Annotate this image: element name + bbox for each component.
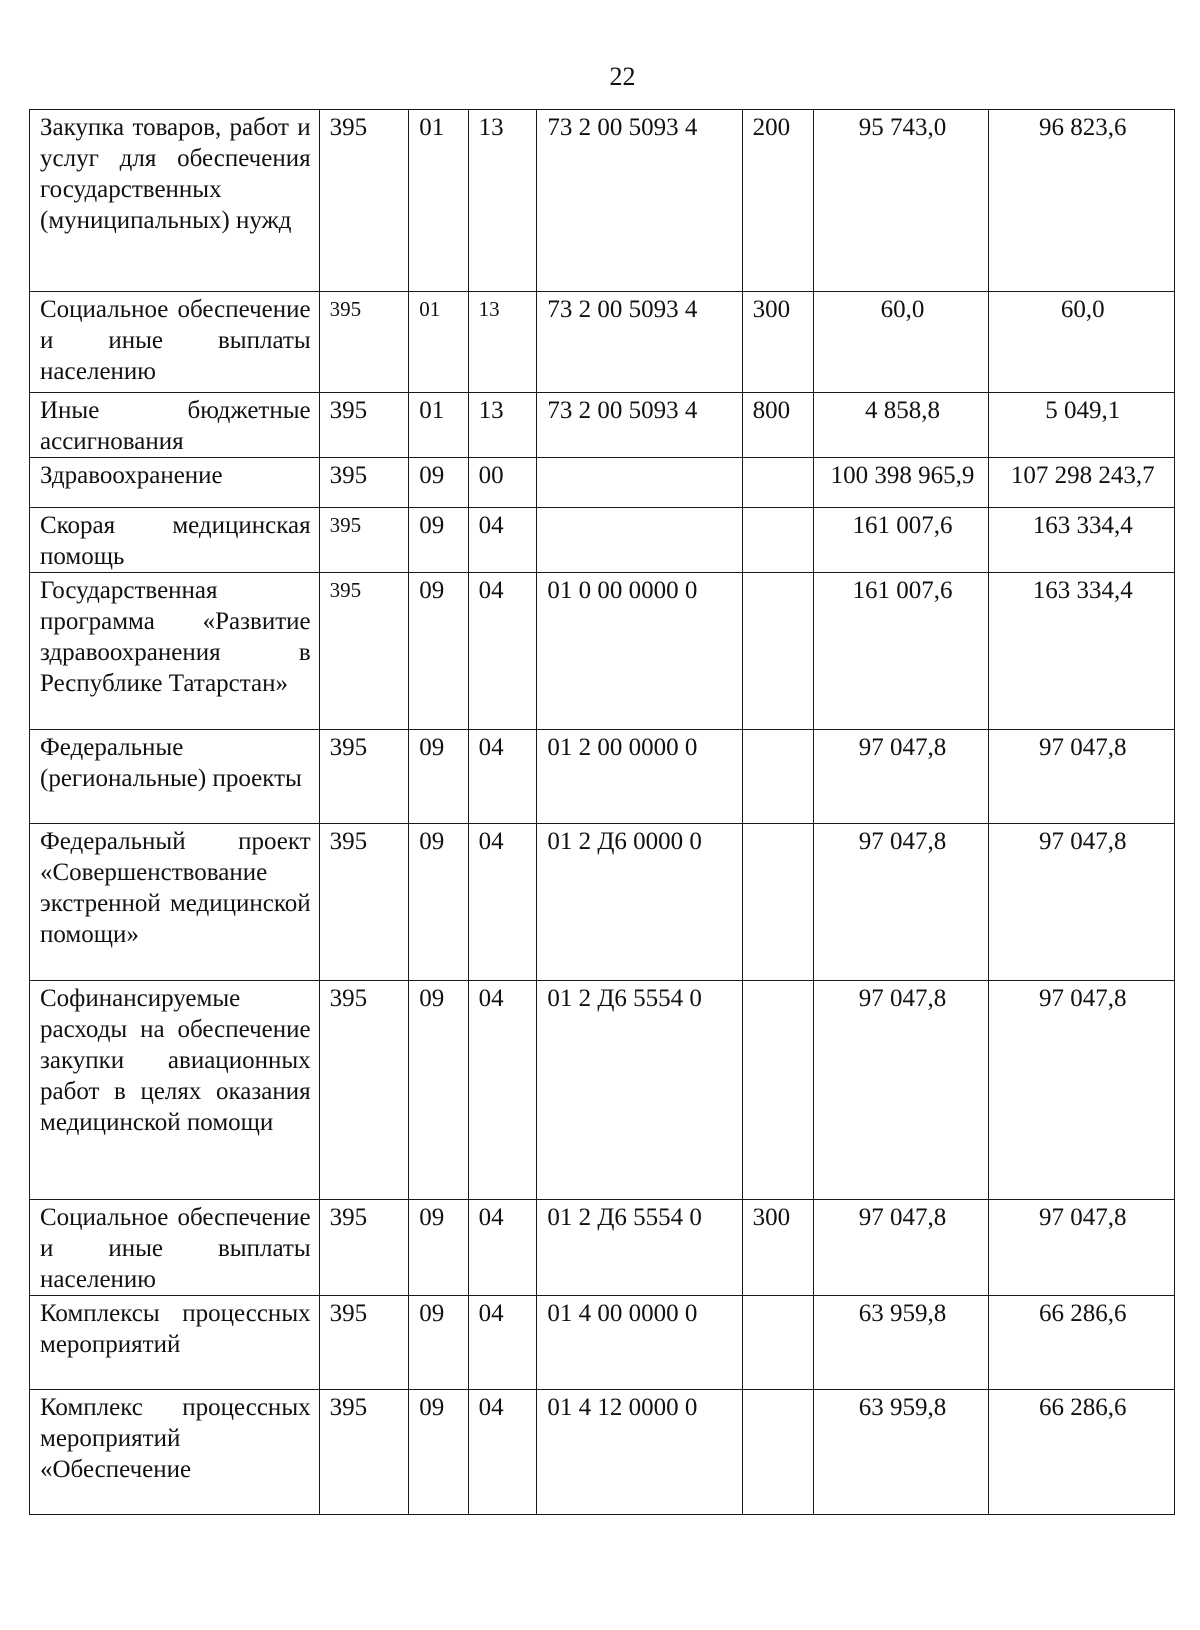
ministry-code: 395 — [319, 981, 409, 1200]
table-row — [30, 458, 1175, 508]
ministry-code: 395 — [319, 458, 409, 508]
expense-type-code — [742, 824, 814, 981]
expense-type-code: 200 — [742, 110, 814, 292]
target-code: 01 0 00 0000 0 — [537, 573, 742, 730]
section-code: 09 — [409, 1200, 468, 1296]
row-name: Закупка товаров, работ и услуг для обеспечения государственных (муниципальных) нужд — [30, 110, 320, 292]
section-code: 09 — [409, 573, 468, 730]
amount-first: 60,0 — [814, 292, 989, 393]
ministry-code: 395 — [319, 1390, 409, 1515]
section-code: 09 — [409, 458, 468, 508]
expense-type-code — [742, 981, 814, 1200]
amount-first: 97 047,8 — [814, 1200, 989, 1296]
subsection-code: 04 — [468, 730, 537, 824]
ministry-code: 395 — [319, 573, 409, 730]
row-name: Социальное обеспечение и иные выплаты населению — [30, 1200, 320, 1296]
ministry-code: 395 — [319, 1296, 409, 1390]
expense-type-code — [742, 730, 814, 824]
table-row — [30, 508, 1175, 573]
target-code: 73 2 00 5093 4 — [537, 393, 742, 458]
row-name: Здравоохранение — [30, 458, 320, 508]
section-code: 09 — [409, 730, 468, 824]
amount-first: 95 743,0 — [814, 110, 989, 292]
row-name: Скорая медицинская помощь — [30, 508, 320, 573]
expense-type-code: 300 — [742, 292, 814, 393]
subsection-code: 04 — [468, 1200, 537, 1296]
row-name: Государственная программа «Развитие здравоохранения в Республике Татарстан» — [30, 573, 320, 730]
target-code: 01 4 00 0000 0 — [537, 1296, 742, 1390]
subsection-code: 00 — [468, 458, 537, 508]
target-code: 01 4 12 0000 0 — [537, 1390, 742, 1515]
target-code: 01 2 00 0000 0 — [537, 730, 742, 824]
table-row — [30, 292, 1175, 393]
subsection-code: 13 — [468, 393, 537, 458]
target-code — [537, 508, 742, 573]
expense-type-code — [742, 573, 814, 730]
table-row — [30, 1390, 1175, 1515]
table-row — [30, 573, 1175, 730]
target-code — [537, 458, 742, 508]
amount-second: 66 286,6 — [989, 1296, 1175, 1390]
section-code: 01 — [409, 110, 468, 292]
amount-second: 97 047,8 — [989, 1200, 1175, 1296]
table-row — [30, 1296, 1175, 1390]
row-name: Иные бюджетные ассигнования — [30, 393, 320, 458]
amount-second: 96 823,6 — [989, 110, 1175, 292]
amount-second: 97 047,8 — [989, 981, 1175, 1200]
amount-second: 163 334,4 — [989, 573, 1175, 730]
subsection-code: 04 — [468, 1390, 537, 1515]
row-name: Комплексы процессных мероприятий — [30, 1296, 320, 1390]
amount-second: 97 047,8 — [989, 730, 1175, 824]
expense-type-code — [742, 458, 814, 508]
ministry-code: 395 — [319, 393, 409, 458]
subsection-code: 04 — [468, 981, 537, 1200]
table-row — [30, 730, 1175, 824]
table-row — [30, 981, 1175, 1200]
table-row — [30, 824, 1175, 981]
row-name: Комплекс процессных мероприятий «Обеспечение — [30, 1390, 320, 1515]
section-code: 09 — [409, 1296, 468, 1390]
row-name: Федеральный проект «Совершенствование экстренной медицинской помощи» — [30, 824, 320, 981]
table-row — [30, 110, 1175, 292]
amount-second: 5 049,1 — [989, 393, 1175, 458]
amount-second: 107 298 243,7 — [989, 458, 1175, 508]
amount-first: 97 047,8 — [814, 824, 989, 981]
subsection-code: 04 — [468, 508, 537, 573]
budget-table — [29, 109, 1175, 1515]
subsection-code: 04 — [468, 824, 537, 981]
section-code: 09 — [409, 824, 468, 981]
row-name: Софинансируемые расходы на обеспечение закупки авиационных работ в целях оказания медицинской помощи — [30, 981, 320, 1200]
expense-type-code — [742, 1390, 814, 1515]
amount-first: 100 398 965,9 — [814, 458, 989, 508]
row-name: Социальное обеспечение и иные выплаты населению — [30, 292, 320, 393]
amount-first: 97 047,8 — [814, 730, 989, 824]
table-row — [30, 393, 1175, 458]
ministry-code: 395 — [319, 824, 409, 981]
subsection-code: 04 — [468, 1296, 537, 1390]
section-code: 09 — [409, 981, 468, 1200]
subsection-code: 13 — [468, 292, 537, 393]
ministry-code: 395 — [319, 110, 409, 292]
ministry-code: 395 — [319, 1200, 409, 1296]
amount-first: 161 007,6 — [814, 573, 989, 730]
target-code: 73 2 00 5093 4 — [537, 292, 742, 393]
row-name: Федеральные (региональные) проекты — [30, 730, 320, 824]
section-code: 01 — [409, 292, 468, 393]
page-number: 22 — [609, 62, 636, 91]
amount-first: 63 959,8 — [814, 1390, 989, 1515]
expense-type-code: 300 — [742, 1200, 814, 1296]
expense-type-code: 800 — [742, 393, 814, 458]
section-code: 09 — [409, 1390, 468, 1515]
target-code: 01 2 Д6 5554 0 — [537, 1200, 742, 1296]
amount-second: 163 334,4 — [989, 508, 1175, 573]
section-code: 01 — [409, 393, 468, 458]
ministry-code: 395 — [319, 508, 409, 573]
subsection-code: 04 — [468, 573, 537, 730]
amount-second: 60,0 — [989, 292, 1175, 393]
target-code: 01 2 Д6 0000 0 — [537, 824, 742, 981]
amount-first: 4 858,8 — [814, 393, 989, 458]
amount-first: 97 047,8 — [814, 981, 989, 1200]
amount-second: 97 047,8 — [989, 824, 1175, 981]
section-code: 09 — [409, 508, 468, 573]
amount-first: 63 959,8 — [814, 1296, 989, 1390]
amount-first: 161 007,6 — [814, 508, 989, 573]
ministry-code: 395 — [319, 292, 409, 393]
amount-second: 66 286,6 — [989, 1390, 1175, 1515]
target-code: 73 2 00 5093 4 — [537, 110, 742, 292]
subsection-code: 13 — [468, 110, 537, 292]
table-row — [30, 1200, 1175, 1296]
expense-type-code — [742, 1296, 814, 1390]
expense-type-code — [742, 508, 814, 573]
target-code: 01 2 Д6 5554 0 — [537, 981, 742, 1200]
ministry-code: 395 — [319, 730, 409, 824]
